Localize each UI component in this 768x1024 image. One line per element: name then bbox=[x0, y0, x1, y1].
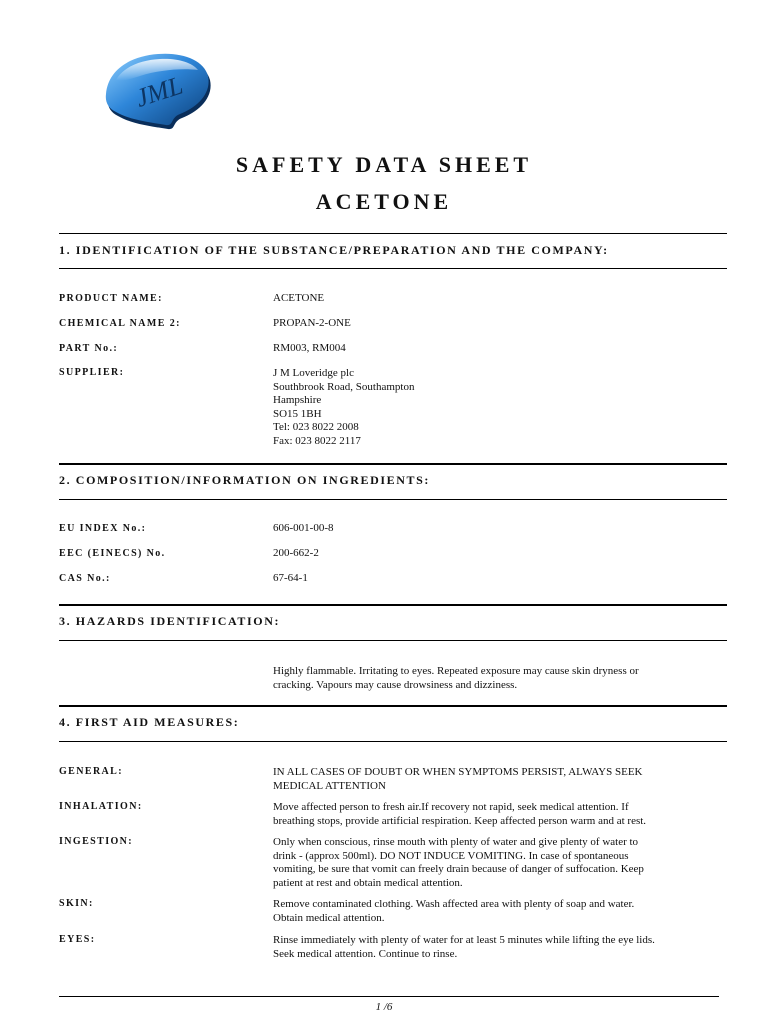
supplier-line: Southbrook Road, Southampton bbox=[273, 380, 415, 393]
ingestion-label: INGESTION: bbox=[59, 836, 134, 847]
divider bbox=[59, 705, 727, 707]
ingestion-line: patient at rest and obtain medical attention. bbox=[273, 876, 463, 889]
supplier-label: SUPPLIER: bbox=[59, 367, 125, 378]
divider bbox=[59, 640, 727, 641]
hazards-text bbox=[273, 665, 693, 692]
supplier-phone: Tel: 023 8022 2008 bbox=[273, 421, 359, 433]
divider bbox=[59, 463, 727, 465]
divider bbox=[59, 604, 727, 606]
cas-label: CAS No.: bbox=[59, 573, 111, 584]
supplier-line: SO15 1BH bbox=[273, 407, 322, 420]
supplier-address bbox=[273, 367, 693, 448]
chemical-name-label: CHEMICAL NAME 2: bbox=[59, 318, 181, 329]
company-logo bbox=[102, 50, 214, 132]
divider bbox=[59, 499, 727, 500]
eec-value: 200-662-2 bbox=[273, 547, 319, 559]
skin-line: Remove contaminated clothing. Wash affected area with plenty of soap and water. bbox=[273, 898, 635, 910]
divider bbox=[59, 233, 727, 234]
skin-line: Obtain medical attention. bbox=[273, 911, 385, 924]
section-3-heading: 3. HAZARDS IDENTIFICATION: bbox=[59, 614, 281, 628]
section-1-heading: 1. IDENTIFICATION OF THE SUBSTANCE/PREPARATION AND THE COMPANY: bbox=[59, 243, 609, 257]
skin-label: SKIN: bbox=[59, 898, 94, 909]
document-title: SAFETY DATA SHEET bbox=[235, 152, 533, 177]
skin-text bbox=[273, 898, 693, 925]
hazards-line: cracking. Vapours may cause drowsiness and dizziness. bbox=[273, 678, 518, 691]
hazards-line: Highly flammable. Irritating to eyes. Repeated exposure may cause skin dryness or bbox=[273, 665, 639, 677]
ingestion-text bbox=[273, 836, 693, 890]
eu-index-label: EU INDEX No.: bbox=[59, 523, 147, 534]
eyes-line: Rinse immediately with plenty of water for at least 5 minutes while lifting the eye lids. bbox=[273, 934, 655, 946]
inhalation-label: INHALATION: bbox=[59, 801, 143, 812]
section-2-heading: 2. COMPOSITION/INFORMATION ON INGREDIENTS: bbox=[59, 473, 431, 487]
product-name-value: ACETONE bbox=[273, 292, 325, 304]
ingestion-line: Only when conscious, rinse mouth with plenty of water and give plenty of water to bbox=[273, 836, 639, 848]
supplier-fax: Fax: 023 8022 2117 bbox=[273, 434, 361, 447]
section-4-heading: 4. FIRST AID MEASURES: bbox=[59, 715, 240, 729]
divider bbox=[59, 741, 727, 742]
eec-label: EEC (EINECS) No. bbox=[59, 548, 166, 559]
general-text bbox=[273, 766, 693, 793]
footer-divider bbox=[59, 996, 719, 997]
logo-text: JML bbox=[132, 70, 187, 113]
supplier-line: Hampshire bbox=[273, 394, 322, 406]
divider bbox=[59, 268, 727, 269]
part-no-label: PART No.: bbox=[59, 343, 119, 354]
product-name-label: PRODUCT NAME: bbox=[59, 293, 163, 304]
inhalation-line: Move affected person to fresh air.If recovery not rapid, seek medical attention. If bbox=[273, 801, 629, 813]
ingestion-line: vomiting, be sure that vomit can freely drain because of danger of suffocation. Keep bbox=[273, 863, 644, 875]
part-no-value: RM003, RM004 bbox=[273, 342, 346, 354]
chemical-name-value: PROPAN-2-ONE bbox=[273, 317, 351, 329]
general-line: MEDICAL ATTENTION bbox=[273, 779, 386, 792]
general-label: GENERAL: bbox=[59, 766, 123, 777]
supplier-line: J M Loveridge plc bbox=[273, 367, 354, 379]
inhalation-line: breathing stops, provide artificial respiration. Keep affected person warm and at rest. bbox=[273, 814, 647, 827]
eyes-line: Seek medical attention. Continue to rinse. bbox=[273, 947, 458, 960]
eu-index-value: 606-001-00-8 bbox=[273, 522, 334, 534]
substance-title: ACETONE bbox=[315, 189, 453, 214]
general-line: IN ALL CASES OF DOUBT OR WHEN SYMPTOMS PERSIST, ALWAYS SEEK bbox=[273, 766, 643, 778]
inhalation-text bbox=[273, 801, 693, 828]
cas-value: 67-64-1 bbox=[273, 572, 308, 584]
eyes-label: EYES: bbox=[59, 934, 96, 945]
eyes-text bbox=[273, 934, 693, 961]
ingestion-line: drink - (approx 500ml). DO NOT INDUCE VOMITING. In case of spontaneous bbox=[273, 849, 629, 862]
page-number: 1 /6 bbox=[375, 1001, 393, 1013]
